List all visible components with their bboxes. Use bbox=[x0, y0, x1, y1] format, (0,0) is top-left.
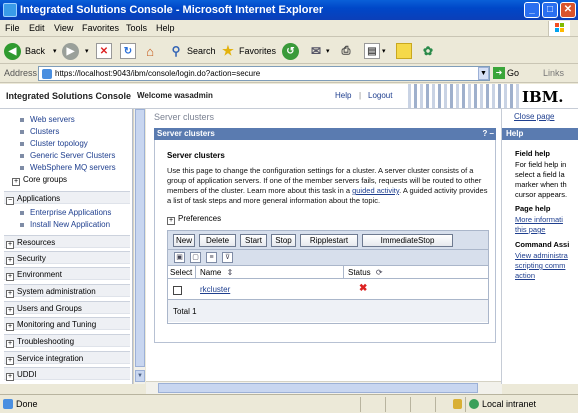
nav-environment[interactable]: + Environment bbox=[4, 267, 130, 280]
expand-icon: + bbox=[7, 273, 13, 280]
bullet-icon bbox=[20, 166, 24, 170]
address-input[interactable] bbox=[38, 66, 490, 81]
nav-monitoring-and-tuning[interactable]: + Monitoring and Tuning bbox=[4, 317, 130, 330]
nav-resources[interactable]: + Resources bbox=[4, 235, 130, 248]
menu-file[interactable]: File bbox=[5, 23, 20, 33]
console-title: Integrated Solutions Console bbox=[6, 91, 132, 101]
page-help-heading: Page help bbox=[515, 204, 551, 213]
chevron-down-icon: ▾ bbox=[382, 48, 386, 55]
delete-button[interactable]: Delete bbox=[199, 234, 236, 247]
home-icon: ⌂ bbox=[146, 43, 154, 59]
nav-scrollbar[interactable] bbox=[133, 109, 145, 384]
nav-service-integration[interactable]: + Service integration bbox=[4, 351, 130, 364]
navigation-tree bbox=[0, 109, 133, 384]
messenger-button[interactable] bbox=[420, 41, 436, 61]
stopped-status-icon: ✖ bbox=[359, 283, 368, 294]
nav-users-and-groups[interactable]: + Users and Groups bbox=[4, 301, 130, 314]
bullet-icon bbox=[20, 154, 24, 158]
maximize-button[interactable]: □ bbox=[542, 2, 558, 18]
expand-icon: + bbox=[7, 373, 13, 380]
expand-icon: + bbox=[168, 217, 174, 224]
menu-bar bbox=[0, 20, 578, 37]
back-arrow-icon: ◀ bbox=[4, 43, 21, 60]
deselect-all-icon[interactable]: ▢ bbox=[190, 252, 201, 263]
favorites-label: Favorites bbox=[239, 46, 277, 56]
go-button[interactable] bbox=[493, 67, 519, 79]
go-arrow-icon: ➜ bbox=[493, 67, 505, 79]
field-help-text: For field help in bbox=[515, 160, 567, 169]
address-bar bbox=[0, 64, 578, 83]
nav-scrollbar-thumb[interactable] bbox=[135, 109, 145, 367]
collapse-icon: − bbox=[7, 197, 13, 204]
history-button[interactable] bbox=[282, 41, 299, 61]
expand-icon: + bbox=[7, 340, 13, 347]
back-button[interactable] bbox=[4, 41, 57, 61]
history-icon: ↺ bbox=[282, 43, 299, 60]
expand-icon: + bbox=[7, 307, 13, 314]
page-description: Use this page to change the configuration settings for a cluster. A server cluster consists of a group of application servers. If one of the member servers fails, requests will be routed to other members of the cluster. Learn more about this task in a guided activity. A guided activity provides a list of task steps and more general information about the topic. bbox=[167, 166, 488, 205]
bullet-icon bbox=[20, 118, 24, 122]
status-column-header: Status ⟳ bbox=[344, 266, 489, 279]
intranet-icon bbox=[469, 399, 479, 409]
ie-icon bbox=[3, 3, 17, 17]
search-icon: ⚲ bbox=[171, 44, 181, 58]
console-header bbox=[0, 84, 578, 109]
print-button[interactable] bbox=[338, 41, 354, 61]
nav-generic-server-clusters[interactable]: Generic Server Clusters bbox=[30, 151, 116, 160]
guided-activity-link[interactable]: guided activity bbox=[352, 186, 400, 195]
discuss-button[interactable] bbox=[396, 41, 412, 61]
nav-cluster-topology[interactable]: Cluster topology bbox=[30, 139, 88, 148]
nav-security[interactable]: + Security bbox=[4, 251, 130, 264]
name-column-header[interactable]: Name ⇕ bbox=[196, 266, 344, 279]
header-separator: | bbox=[359, 91, 362, 100]
bullet-icon bbox=[20, 223, 24, 227]
select-all-icon[interactable]: ▣ bbox=[174, 252, 185, 263]
status-divider bbox=[435, 397, 436, 412]
view-scripting-link[interactable]: action bbox=[515, 271, 536, 280]
welcome-text: Welcome wasadmin bbox=[137, 91, 213, 100]
nav-websphere-mq-servers[interactable]: WebSphere MQ servers bbox=[30, 163, 116, 172]
clear-filter-icon[interactable]: ⊽ bbox=[222, 252, 233, 263]
links-button[interactable]: Links bbox=[543, 68, 565, 78]
chevron-down-icon: ▾ bbox=[85, 48, 89, 55]
expand-icon: + bbox=[13, 178, 19, 185]
field-help-text: select a field la bbox=[515, 170, 565, 179]
forward-button[interactable] bbox=[62, 41, 89, 61]
help-panel-header: Help bbox=[502, 128, 578, 140]
address-dropdown[interactable]: ▼ bbox=[478, 67, 489, 80]
field-help-text: marker when th bbox=[515, 180, 567, 189]
mail-icon: ✉ bbox=[310, 44, 322, 58]
refresh-icon: ↻ bbox=[120, 43, 136, 59]
back-label: Back bbox=[25, 46, 46, 56]
status-bar bbox=[0, 394, 578, 413]
status-divider bbox=[410, 397, 411, 412]
browser-toolbar bbox=[0, 37, 578, 64]
field-help-text: cursor appears. bbox=[515, 190, 568, 199]
breadcrumb: Server clusters bbox=[154, 112, 215, 122]
expand-icon: + bbox=[7, 357, 13, 364]
note-icon bbox=[396, 43, 412, 59]
help-panel bbox=[501, 109, 578, 384]
main-horizontal-scrollbar[interactable] bbox=[146, 381, 502, 394]
preferences-toggle[interactable]: + Preferences bbox=[168, 214, 222, 224]
home-button[interactable] bbox=[142, 41, 158, 61]
field-help-heading: Field help bbox=[515, 149, 551, 158]
search-button[interactable] bbox=[168, 41, 216, 61]
lock-icon bbox=[453, 399, 462, 409]
refresh-status-icon[interactable]: ⟳ bbox=[375, 268, 383, 277]
portlet-body bbox=[154, 140, 496, 343]
stop-button[interactable]: Stop bbox=[271, 234, 296, 247]
more-information-link[interactable]: this page bbox=[515, 225, 546, 234]
start-button[interactable]: Start bbox=[240, 234, 267, 247]
table-icon-bar bbox=[167, 250, 489, 266]
new-button[interactable]: New bbox=[173, 234, 195, 247]
menu-edit[interactable]: Edit bbox=[29, 23, 45, 33]
clusters-table bbox=[167, 266, 489, 324]
menu-tools[interactable]: Tools bbox=[126, 23, 148, 33]
help-link[interactable]: Help bbox=[335, 91, 352, 100]
bullet-icon bbox=[20, 211, 24, 215]
view-scripting-link[interactable]: View administra bbox=[515, 251, 568, 260]
windows-logo-icon bbox=[548, 21, 570, 36]
go-label: Go bbox=[507, 68, 520, 78]
address-label: Address bbox=[4, 68, 38, 78]
table-total: Total 1 bbox=[168, 299, 488, 322]
nav-applications[interactable]: − Applications bbox=[4, 191, 130, 204]
sort-icon[interactable]: ⇕ bbox=[226, 268, 234, 277]
ibm-logo: IBM. bbox=[522, 88, 564, 106]
chevron-down-icon: ▾ bbox=[53, 48, 57, 55]
bullet-icon bbox=[20, 130, 24, 134]
nav-install-new-application[interactable]: Install New Application bbox=[30, 220, 111, 229]
main-horizontal-scrollbar-thumb[interactable] bbox=[158, 383, 478, 393]
row-select-checkbox[interactable] bbox=[173, 286, 182, 295]
close-button[interactable]: ✕ bbox=[560, 2, 576, 18]
close-page-link[interactable]: Close page bbox=[514, 112, 555, 121]
minimize-button[interactable]: _ bbox=[524, 2, 540, 18]
nav-troubleshooting[interactable]: + Troubleshooting bbox=[4, 334, 130, 347]
stop-icon: ✕ bbox=[96, 43, 112, 59]
security-zone: Local intranet bbox=[482, 399, 537, 409]
menu-favorites[interactable]: Favorites bbox=[82, 23, 120, 33]
immediatestop-button[interactable]: ImmediateStop bbox=[362, 234, 453, 247]
show-filter-icon[interactable]: ≡ bbox=[206, 252, 217, 263]
nav-clusters[interactable]: Clusters bbox=[30, 127, 60, 136]
scroll-down-icon[interactable]: ▼ bbox=[135, 370, 145, 382]
expand-icon: + bbox=[7, 323, 13, 330]
portlet-controls[interactable]: ? – bbox=[482, 129, 494, 138]
status-divider bbox=[360, 397, 361, 412]
status-divider bbox=[385, 397, 386, 412]
title-bar bbox=[0, 0, 578, 20]
page-icon bbox=[42, 69, 52, 79]
refresh-button[interactable] bbox=[120, 41, 136, 61]
nav-web-servers[interactable]: Web servers bbox=[30, 115, 75, 124]
stop-button[interactable] bbox=[96, 41, 112, 61]
nav-core-groups[interactable]: + Core groups bbox=[13, 175, 68, 185]
page-done-icon bbox=[3, 399, 13, 409]
printer-icon: ⎙ bbox=[341, 44, 351, 57]
chevron-down-icon: ▾ bbox=[326, 48, 330, 55]
bullet-icon bbox=[20, 142, 24, 146]
expand-icon: + bbox=[7, 241, 13, 248]
menu-help[interactable]: Help bbox=[156, 23, 175, 33]
star-icon: ★ bbox=[222, 43, 234, 58]
menu-view[interactable]: View bbox=[54, 23, 74, 33]
edit-page-icon: ▤ bbox=[364, 43, 380, 59]
nav-uddi[interactable]: + UDDI bbox=[4, 367, 130, 380]
nav-enterprise-applications[interactable]: Enterprise Applications bbox=[30, 208, 112, 217]
nav-system-administration[interactable]: + System administration bbox=[4, 284, 130, 297]
command-assistance-heading: Command Assi bbox=[515, 240, 570, 249]
main-content bbox=[146, 109, 501, 384]
address-url: https://localhost:9043/ibm/console/login.do?action=secure bbox=[55, 69, 261, 78]
edit-button[interactable] bbox=[364, 41, 386, 61]
cluster-name-link[interactable]: rkcluster bbox=[200, 285, 231, 294]
button-bar bbox=[167, 230, 489, 250]
more-information-link[interactable]: More informati bbox=[515, 215, 563, 224]
window-title: Integrated Solutions Console - Microsoft Internet Explorer bbox=[20, 4, 324, 16]
view-scripting-link[interactable]: scripting comm bbox=[515, 261, 566, 270]
status-text: Done bbox=[16, 399, 38, 409]
search-label: Search bbox=[187, 46, 216, 56]
portlet-title: Server clusters bbox=[157, 129, 215, 138]
header-banner bbox=[405, 84, 520, 108]
messenger-icon: ✿ bbox=[422, 44, 434, 58]
mail-button[interactable] bbox=[308, 41, 330, 61]
expand-icon: + bbox=[7, 257, 13, 264]
select-column-header: Select bbox=[168, 266, 196, 279]
logout-link[interactable]: Logout bbox=[368, 91, 393, 100]
expand-icon: + bbox=[7, 290, 13, 297]
status-divider bbox=[465, 397, 466, 412]
page-title: Server clusters bbox=[167, 151, 225, 160]
portlet-header bbox=[154, 128, 496, 140]
favorites-button[interactable] bbox=[220, 41, 276, 61]
forward-arrow-icon: ▶ bbox=[62, 43, 79, 60]
ripplestart-button[interactable]: Ripplestart bbox=[300, 234, 358, 247]
